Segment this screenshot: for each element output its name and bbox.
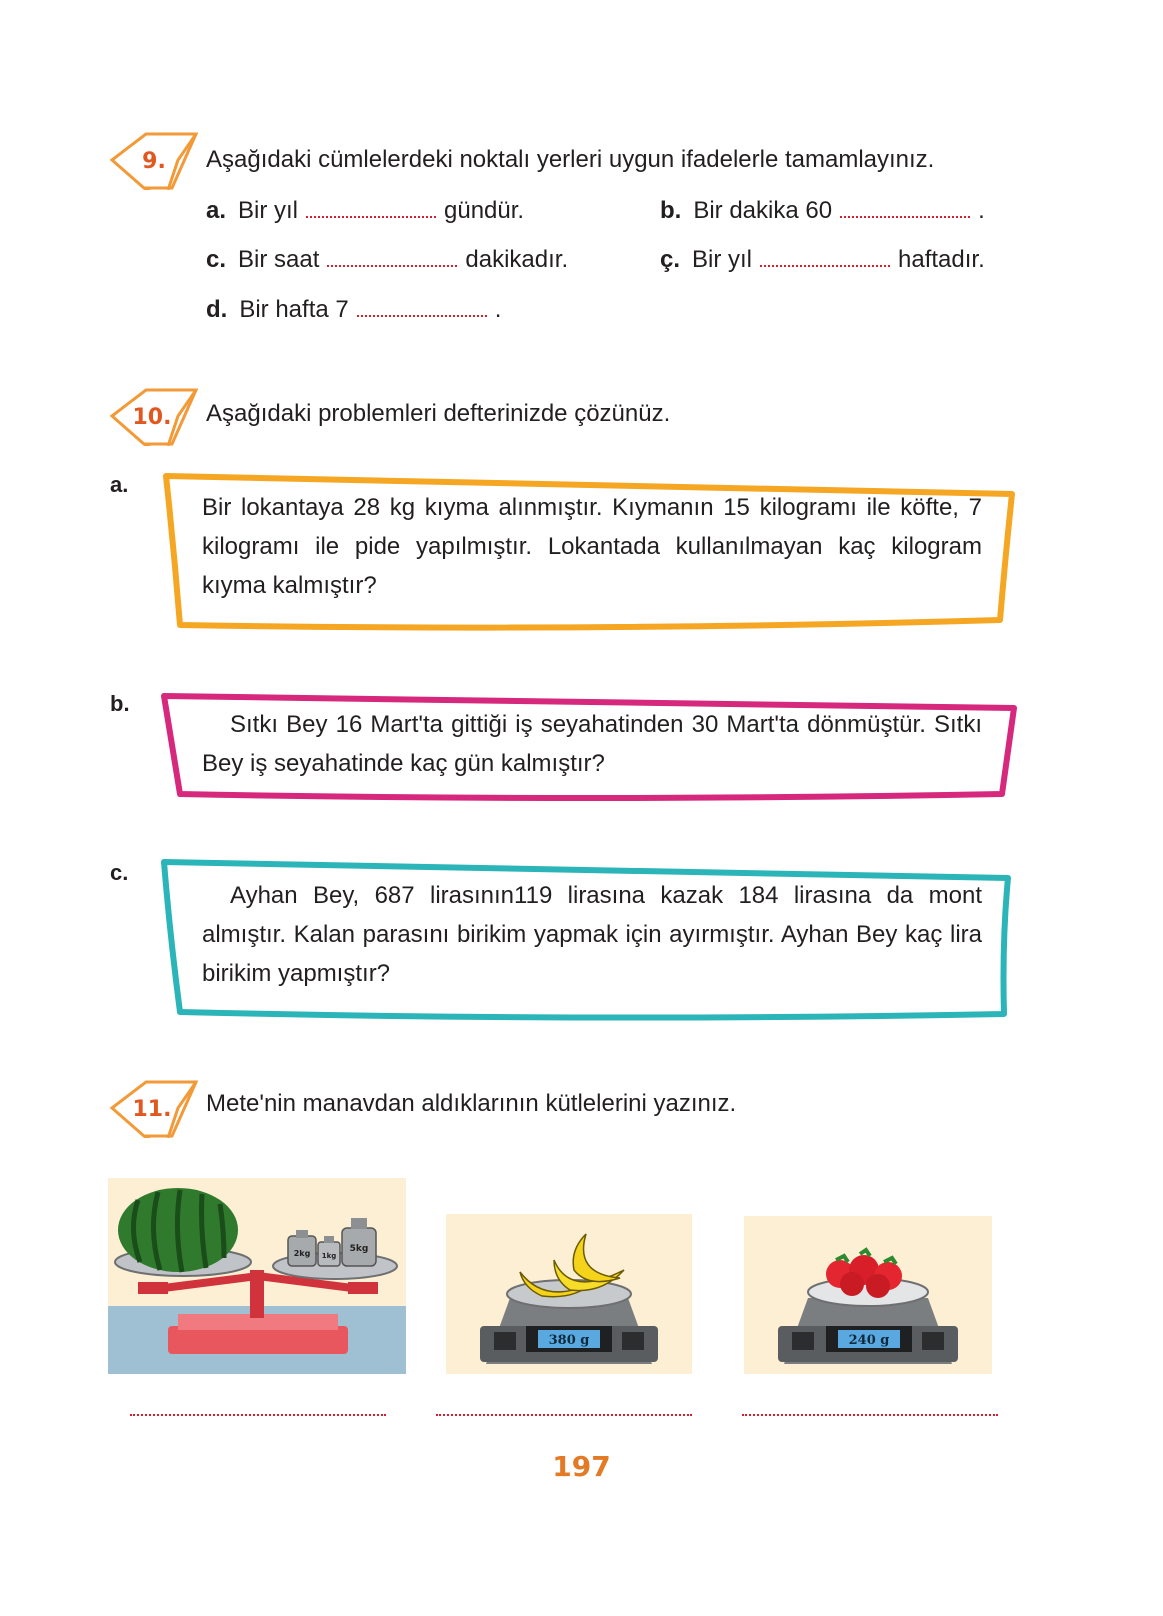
problem-a-text: Bir lokantaya 28 kg kıyma alınmıştır. Kıymanın 15 kilogramı ile köfte, 7 kilogramı ile pide yapılmıştır. Lokantada kullanılmayan kaç kilogram kıyma kalmıştır? — [202, 494, 982, 599]
blank-cc[interactable] — [760, 249, 890, 267]
item-before: Bir yıl — [238, 197, 299, 224]
page-number: 197 — [552, 1450, 611, 1483]
blank-a[interactable] — [306, 200, 436, 218]
item-after: . — [978, 197, 985, 224]
question-10-number: 10. — [132, 405, 172, 430]
fill-item-d — [206, 296, 501, 324]
strawberry-scale-reading: 240 g — [848, 1333, 890, 1348]
answer-line-strawberry[interactable] — [742, 1414, 998, 1416]
fill-item-b — [660, 197, 985, 225]
item-after: gündür. — [444, 197, 525, 224]
weight-2kg-icon — [288, 1230, 316, 1266]
item-before: Bir saat — [238, 246, 320, 273]
banana-scale-reading: 380 g — [548, 1333, 590, 1348]
item-after: haftadır. — [898, 246, 985, 273]
problem-b-text: Sıtkı Bey 16 Mart'ta gittiği iş seyahatinden 30 Mart'ta dönmüştür. Sıtkı Bey iş seyahatinde kaç gün kalmıştır? — [202, 711, 982, 777]
item-before: Bir hafta 7 — [239, 296, 349, 323]
item-label: d. — [206, 296, 228, 323]
problem-c-label: c. — [110, 860, 129, 885]
question-11-number: 11. — [132, 1097, 172, 1122]
answer-line-banana[interactable] — [436, 1414, 692, 1416]
answer-line-watermelon[interactable] — [130, 1414, 386, 1416]
blank-b[interactable] — [840, 200, 970, 218]
item-label: ç. — [660, 246, 681, 273]
fill-item-a — [206, 197, 524, 225]
blank-d[interactable] — [357, 299, 487, 317]
balance-scale-illustration — [108, 1178, 406, 1374]
weight-label: 1kg — [321, 1252, 337, 1260]
fill-item-c — [206, 246, 568, 274]
problem-a-label: a. — [110, 472, 129, 497]
problem-b-label: b. — [110, 691, 130, 716]
weight-label: 5kg — [349, 1244, 369, 1254]
question-9-instruction: Aşağıdaki cümlelerdeki noktalı yerleri uygun ifadelerle tamamlayınız. — [206, 146, 935, 173]
strawberry-scale-illustration — [744, 1216, 992, 1374]
blank-c[interactable] — [327, 249, 457, 267]
question-10-instruction: Aşağıdaki problemleri defterinizde çözünüz. — [206, 400, 671, 427]
question-11-badge — [104, 1074, 200, 1138]
item-after: dakikadır. — [465, 246, 569, 273]
question-10-badge — [104, 382, 200, 446]
problem-c-text: Ayhan Bey, 687 lirasının119 lirasına kazak 184 lirasına da mont almıştır. Kalan parasını birikim yapmak için ayırmıştır. Ayhan Bey kaç lira birikim yapmıştır? — [202, 882, 982, 987]
banana-scale-illustration — [446, 1214, 692, 1374]
item-before: Bir dakika 60 — [693, 197, 833, 224]
item-after: . — [494, 296, 502, 323]
question-9-badge — [104, 126, 200, 190]
item-label: c. — [206, 246, 227, 273]
question-9-number: 9. — [142, 149, 166, 174]
item-label: b. — [660, 197, 682, 224]
question-11-instruction: Mete'nin manavdan aldıklarının kütlelerini yazınız. — [206, 1090, 737, 1117]
item-before: Bir yıl — [692, 246, 753, 273]
fill-item-cc — [660, 246, 985, 274]
weight-label: 2kg — [293, 1249, 311, 1258]
item-label: a. — [206, 197, 227, 224]
